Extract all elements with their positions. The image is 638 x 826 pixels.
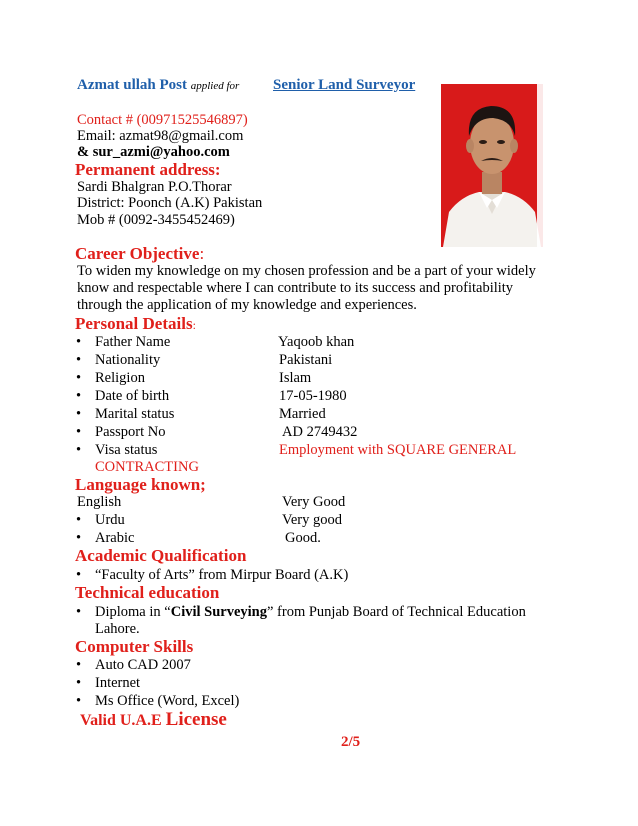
- skill-item-ms-office: • Ms Office (Word, Excel): [76, 693, 240, 709]
- personal-details-colon: :: [192, 318, 196, 332]
- career-objective-colon: :: [199, 244, 205, 263]
- contact-email: Email: azmat98@gmail.com: [77, 128, 244, 144]
- applicant-photo: [441, 84, 543, 247]
- language-arabic-value: Good.: [285, 530, 321, 546]
- bullet-icon: •: [76, 424, 82, 440]
- license-prefix: Valid U.A.E: [80, 712, 166, 729]
- objective-line-1: To widen my knowledge on my chosen profession and be a part of your widely: [77, 263, 536, 279]
- address-line-1: Sardi Bhalgran P.O.Thorar: [77, 179, 232, 195]
- language-heading: Language known;: [75, 475, 206, 494]
- applicant-name-line: [77, 77, 239, 94]
- language-item-urdu: • Urdu: [76, 512, 125, 528]
- personal-item-father-name: • Father Name: [76, 334, 171, 350]
- personal-item-marital-status: • Marital status: [76, 406, 175, 422]
- visa-status-value: Employment with SQUARE GENERAL: [279, 442, 517, 458]
- skill-item-autocad: • Auto CAD 2007: [76, 657, 191, 673]
- personal-details-heading: [75, 314, 196, 335]
- father-name-value: Yaqoob khan: [278, 334, 355, 350]
- bullet-icon: •: [76, 604, 82, 620]
- career-objective-heading: [75, 244, 204, 264]
- academic-item: • “Faculty of Arts” from Mirpur Board (A.K): [76, 567, 349, 583]
- passport-value: AD 2749432: [282, 424, 358, 440]
- permanent-address-heading: Permanent address:: [75, 160, 221, 179]
- language-item-arabic: • Arabic: [76, 530, 135, 546]
- bullet-icon: •: [76, 512, 82, 528]
- career-objective-title: Career Objective: [75, 244, 200, 263]
- contact-phone: Contact # (00971525546897): [77, 112, 248, 128]
- personal-item-passport: • Passport No: [76, 424, 166, 440]
- nationality-value: Pakistani: [279, 352, 333, 368]
- personal-item-date-of-birth: • Date of birth: [76, 388, 170, 404]
- date-of-birth-value: 17-05-1980: [279, 388, 347, 404]
- personal-item-nationality: • Nationality: [76, 352, 161, 368]
- technical-education-heading: Technical education: [75, 583, 220, 602]
- visa-status-continuation: CONTRACTING: [95, 459, 199, 475]
- contact-email-secondary: & sur_azmi@yahoo.com: [77, 144, 230, 160]
- objective-line-3: through the application of my knowledge and experiences.: [77, 297, 417, 313]
- language-urdu-value: Very good: [282, 512, 343, 528]
- bullet-icon: •: [76, 675, 82, 691]
- bullet-icon: •: [76, 334, 82, 350]
- bullet-icon: •: [76, 657, 82, 673]
- license-word: License: [165, 709, 227, 730]
- position-applied[interactable]: Senior Land Surveyor: [273, 77, 416, 93]
- religion-value: Islam: [279, 370, 312, 386]
- page-number: 2/5: [341, 734, 361, 750]
- personal-item-visa-status: • Visa status: [76, 442, 158, 458]
- bullet-icon: •: [76, 567, 82, 583]
- language-english-value: Very Good: [282, 494, 346, 510]
- technical-item: • Diploma in “Civil Surveying” from Punjab Board of Technical Education: [76, 604, 526, 620]
- bullet-icon: •: [76, 406, 82, 422]
- bullet-icon: •: [76, 693, 82, 709]
- bullet-icon: •: [76, 352, 82, 368]
- bullet-icon: •: [76, 388, 82, 404]
- bullet-icon: •: [76, 370, 82, 386]
- language-english-label: English: [77, 494, 122, 510]
- objective-line-2: know and respectable where I can contribute to its success and profitability: [77, 280, 514, 296]
- address-line-2: District: Poonch (A.K) Pakistan: [77, 195, 263, 211]
- license-line: [80, 709, 227, 731]
- personal-details-title: Personal Details: [75, 314, 193, 333]
- address-line-3: Mob # (0092-3455452469): [77, 212, 235, 228]
- applicant-name: Azmat ullah Post: [77, 77, 187, 93]
- skill-item-internet: • Internet: [76, 675, 141, 691]
- academic-heading: Academic Qualification: [75, 546, 247, 565]
- personal-item-religion: • Religion: [76, 370, 145, 386]
- bullet-icon: •: [76, 442, 82, 458]
- marital-status-value: Married: [279, 406, 326, 422]
- technical-item-continuation: Lahore.: [95, 621, 140, 637]
- applied-for-label: applied for: [190, 80, 240, 92]
- portrait-image: [441, 84, 543, 247]
- computer-skills-heading: Computer Skills: [75, 637, 194, 656]
- bullet-icon: •: [76, 530, 82, 546]
